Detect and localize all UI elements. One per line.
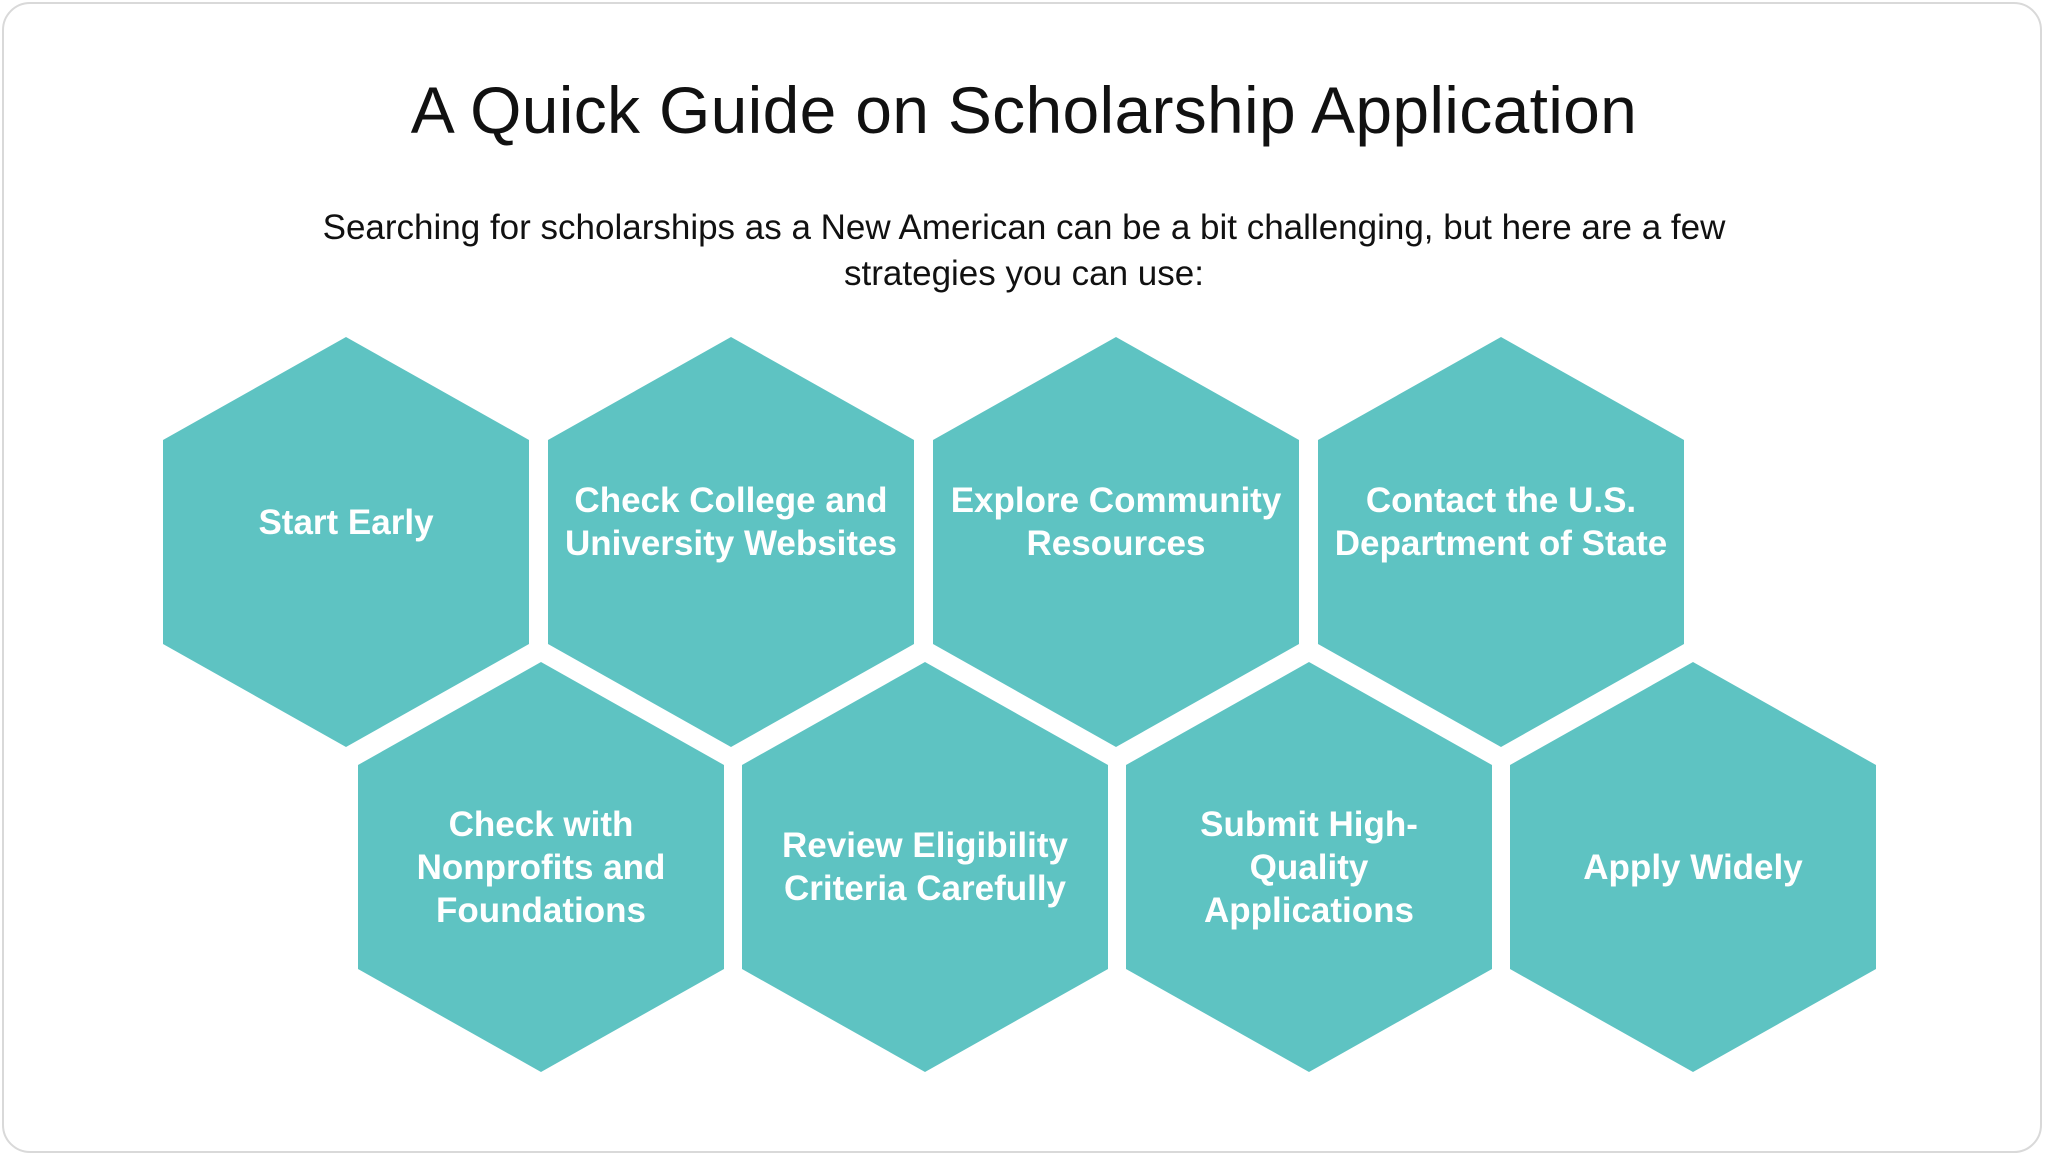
hexagon-label: Review Eligibility Criteria Carefully [782,826,1068,908]
hexagon-check-nonprofits [358,662,724,1072]
hexagon-review-eligibility [742,662,1108,1072]
hexagon-label: Explore Community Resources [950,481,1282,563]
hexagon-label: Check with Nonprofits and Foundations [416,804,666,930]
hexagon-label: Submit High-Quality Applications [1200,804,1418,930]
hexagon-label: Start Early [258,502,434,542]
hexagon-label: Apply Widely [1583,847,1803,887]
hexagon-label: Check College and University Websites [565,481,897,563]
hexagon-submit-applications [1126,662,1492,1072]
page-subtitle: Searching for scholarships as a New American can be a bit challenging, but here are a few strategies you can use: [322,208,1726,293]
page-title: A Quick Guide on Scholarship Application [410,73,1638,147]
hexagon-apply-widely [1510,662,1876,1072]
hexagon-label: Contact the U.S. Department of State [1334,481,1668,563]
